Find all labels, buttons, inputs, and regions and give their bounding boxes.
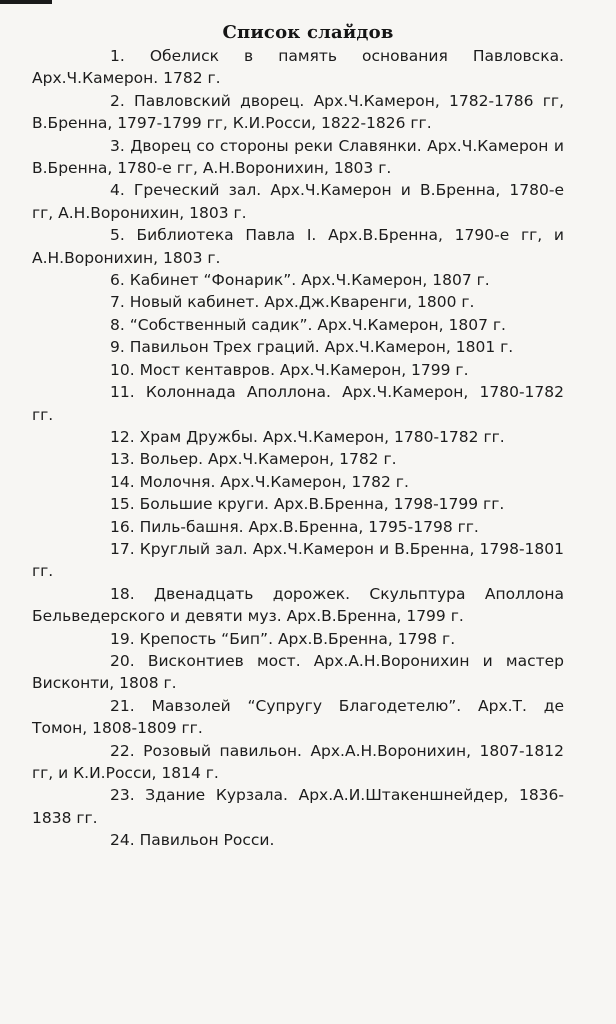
- slide-entry: 12. Храм Дружбы. Арх.Ч.Камерон, 1780-1782 гг.: [110, 427, 505, 446]
- slide-entry: 16. Пиль-башня. Арх.В.Бренна, 1795-1798 гг.: [110, 517, 479, 536]
- slide-entry: 5. Библиотека Павла I. Арх.В.Бренна, 1790-е гг, и А.Н.Воронихин, 1803 г.: [32, 226, 564, 267]
- slide-entry: 15. Большие круги. Арх.В.Бренна, 1798-1799 гг.: [110, 495, 505, 514]
- slide-entry: 2. Павловский дворец. Арх.Ч.Камерон, 1782-1786 гг, В.Бренна, 1797-1799 гг, К.И.Росси, 1822-1826 гг.: [32, 91, 564, 133]
- slide-entry: 1. Обелиск в память основания Павловска. Арх.Ч.Камерон. 1782 г.: [32, 47, 564, 88]
- slide-entry: 7. Новый кабинет. Арх.Дж.Кваренги, 1800 г.: [110, 293, 475, 312]
- slide-entry: 18. Двенадцать дорожек. Скульптура Аполлона Бельведерского и девяти муз. Арх.В.Бренна, 1799 г.: [32, 584, 564, 626]
- slide-entry: 21. Мавзолей “Супругу Благодетелю”. Арх.Т. де Томон, 1808-1809 гг.: [32, 696, 564, 738]
- page-title: Список слайдов: [222, 22, 394, 43]
- slide-entry: 4. Греческий зал. Арх.Ч.Камерон и В.Бренна, 1780-е гг, А.Н.Воронихин, 1803 г.: [32, 181, 564, 222]
- slide-entry: 23. Здание Курзала. Арх.А.И.Штакеншнейдер, 1836-1838 гг.: [32, 786, 564, 827]
- slide-entry: 19. Крепость “Бип”. Арх.В.Бренна, 1798 г.: [110, 629, 456, 648]
- slide-entry: 24. Павильон Росси.: [110, 831, 275, 850]
- slide-entry: 6. Кабинет “Фонарик”. Арх.Ч.Камерон, 1807 г.: [110, 271, 490, 290]
- slide-entry: 22. Розовый павильон. Арх.А.Н.Воронихин, 1807-1812 гг, и К.И.Росси, 1814 г.: [32, 741, 564, 782]
- slide-entry: 20. Висконтиев мост. Арх.А.Н.Воронихин и мастер Висконти, 1808 г.: [32, 651, 564, 693]
- slide-entry: 11. Колоннада Аполлона. Арх.Ч.Камерон, 1780-1782 гг.: [32, 383, 564, 424]
- slide-list: [32, 45, 564, 852]
- page-edge-mark: [0, 0, 52, 4]
- slide-entry: 3. Дворец со стороны реки Славянки. Арх.Ч.Камерон и В.Бренна, 1780-е гг, А.Н.Воронихин, 1803 г.: [32, 136, 564, 178]
- slide-entry: 13. Вольер. Арх.Ч.Камерон, 1782 г.: [110, 450, 397, 469]
- slide-entry: 10. Мост кентавров. Арх.Ч.Камерон, 1799 г.: [110, 360, 469, 379]
- slide-entry: 17. Круглый зал. Арх.Ч.Камерон и В.Бренна, 1798-1801 гг.: [32, 539, 564, 581]
- slide-entry: 14. Молочня. Арх.Ч.Камерон, 1782 г.: [110, 472, 409, 491]
- slide-entry: 8. “Собственный садик”. Арх.Ч.Камерон, 1807 г.: [110, 315, 506, 334]
- slide-entry: 9. Павильон Трех граций. Арх.Ч.Камерон, 1801 г.: [110, 338, 514, 357]
